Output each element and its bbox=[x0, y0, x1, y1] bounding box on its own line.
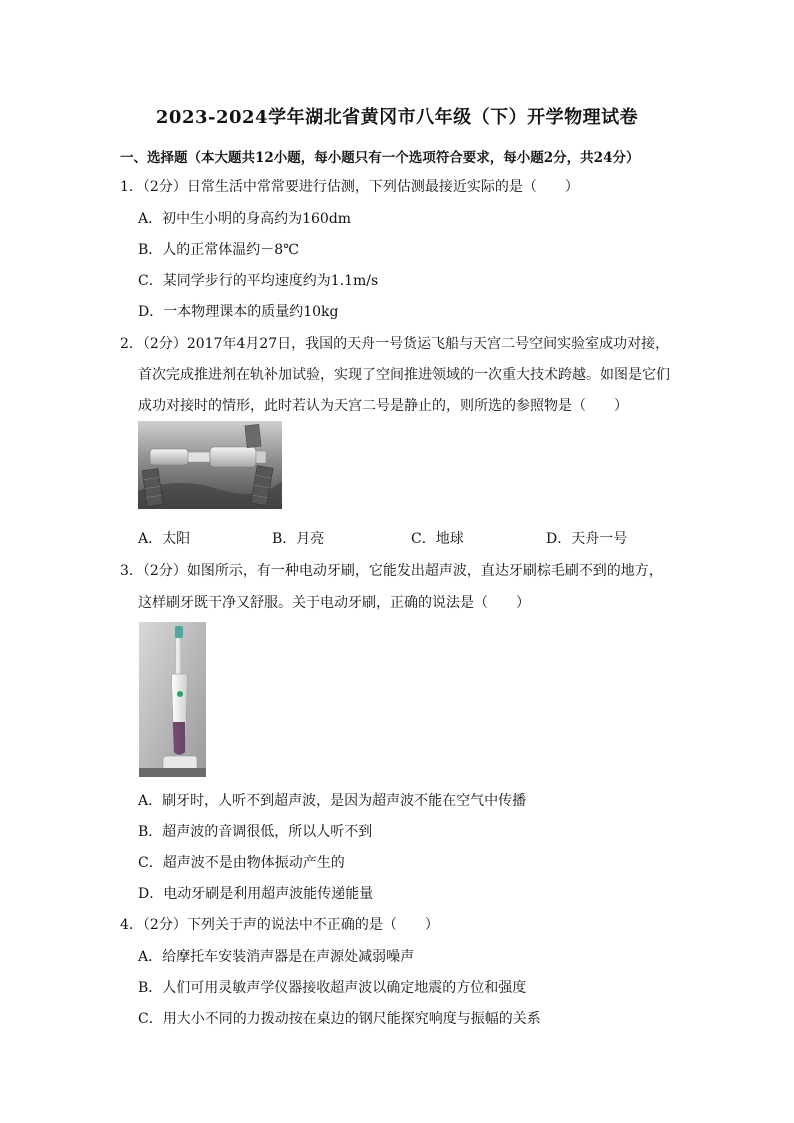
question-3-option-b[interactable]: B．超声波的音调很低，所以人听不到 bbox=[138, 824, 373, 840]
question-2-stem-line-3: 成功对接时的情形，此时若认为天宫二号是静止的，则所选的参照物是（ ） bbox=[138, 398, 628, 414]
question-2-option-a[interactable]: A．太阳 bbox=[138, 531, 191, 547]
question-3-option-c[interactable]: C．超声波不是由物体振动产生的 bbox=[138, 855, 345, 871]
question-2-stem-line-2: 首次完成推进剂在轨补加试验，实现了空间推进领域的一次重大技术跨越。如图是它们 bbox=[138, 367, 670, 383]
question-2-option-c[interactable]: C．地球 bbox=[411, 531, 464, 547]
question-4-stem: 4．（2分）下列关于声的说法中不正确的是（ ） bbox=[120, 917, 439, 933]
question-1-option-c[interactable]: C．某同学步行的平均速度约为1.1m/s bbox=[138, 273, 379, 289]
page-title: 2023-2024学年湖北省黄冈市八年级（下）开学物理试卷 bbox=[155, 107, 639, 128]
question-3-stem-line-2: 这样刷牙既干净又舒服。关于电动牙刷，正确的说法是（ ） bbox=[138, 595, 530, 611]
question-1-option-b[interactable]: B．人的正常体温约－8℃ bbox=[138, 242, 299, 258]
question-2-option-b[interactable]: B．月亮 bbox=[272, 531, 325, 547]
question-3-stem-line-1: 3．（2分）如图所示，有一种电动牙刷，它能发出超声波，直达牙刷棕毛刷不到的地方， bbox=[120, 563, 663, 579]
question-4-option-a[interactable]: A．给摩托车安装消声器是在声源处减弱噪声 bbox=[138, 949, 415, 965]
question-3-option-d[interactable]: D．电动牙刷是利用超声波能传递能量 bbox=[138, 886, 374, 902]
question-1-stem: 1．（2分）日常生活中常常要进行估测，下列估测最接近实际的是（ ） bbox=[120, 179, 579, 195]
question-2-stem-line-1: 2．（2分）2017年4月27日，我国的天舟一号货运飞船与天宫二号空间实验室成功对接， bbox=[120, 336, 670, 352]
question-3-option-a[interactable]: A．刷牙时，人听不到超声波，是因为超声波不能在空气中传播 bbox=[138, 793, 527, 809]
question-4-option-c[interactable]: C．用大小不同的力拨动按在桌边的钢尺能探究响度与振幅的关系 bbox=[138, 1011, 541, 1027]
question-4-option-b[interactable]: B．人们可用灵敏声学仪器接收超声波以确定地震的方位和强度 bbox=[138, 980, 527, 996]
question-1-option-d[interactable]: D．一本物理课本的质量约10kg bbox=[138, 304, 339, 320]
question-2-options bbox=[138, 528, 658, 550]
space-station-docking-image bbox=[138, 421, 282, 509]
electric-toothbrush-image bbox=[139, 622, 206, 777]
section-heading: 一、选择题（本大题共12小题，每小题只有一个选项符合要求，每小题2分，共24分） bbox=[120, 150, 640, 166]
question-1-option-a[interactable]: A．初中生小明的身高约为160dm bbox=[138, 211, 352, 227]
question-2-option-d[interactable]: D．天舟一号 bbox=[546, 531, 628, 547]
